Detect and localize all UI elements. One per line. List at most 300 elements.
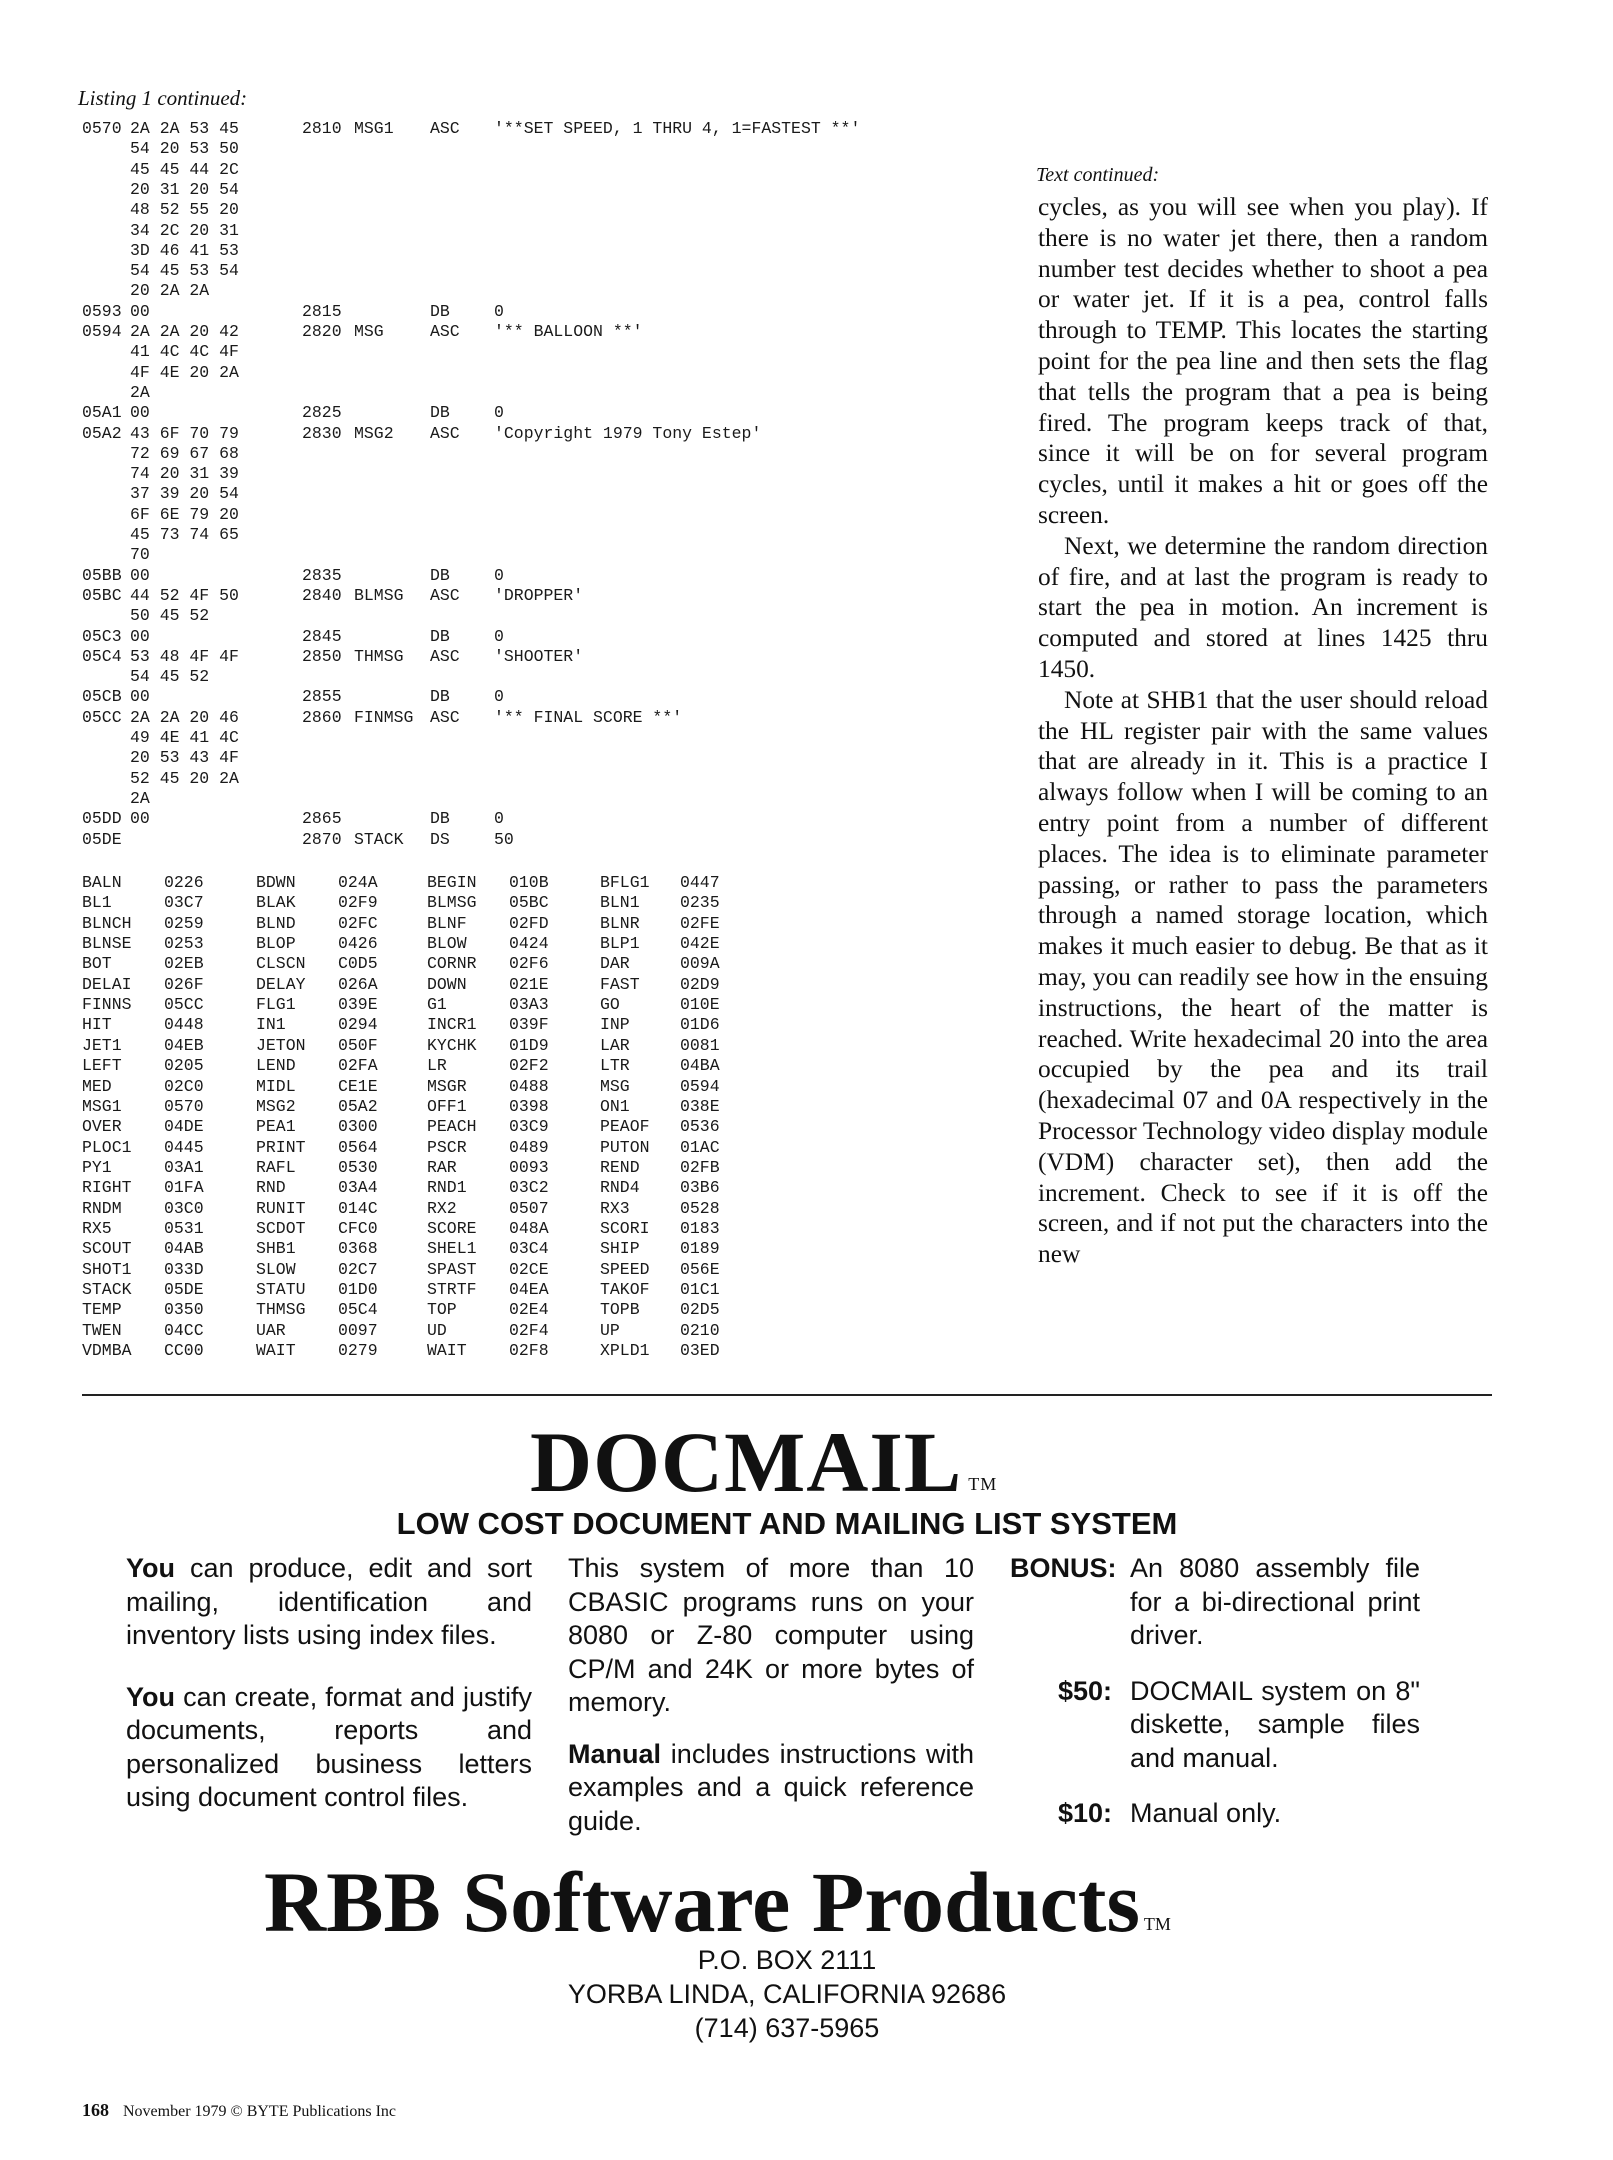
listing-hex: 3D 46 41 53 — [130, 240, 239, 260]
listing-hex: 50 45 52 — [130, 606, 210, 626]
symbol-name: BLOW — [427, 934, 467, 954]
symbol-name: STACK — [82, 1280, 132, 1299]
symbol-name: RAR — [427, 1157, 457, 1177]
symbol-name: SHOT1 — [82, 1259, 132, 1279]
symbol-address: 010E — [680, 995, 720, 1015]
ad-feature-paragraph — [126, 1552, 532, 1653]
symbol-name: PUTON — [600, 1137, 650, 1157]
symbol-name: HIT — [82, 1015, 112, 1035]
offer-label: $50: — [1058, 1675, 1113, 1706]
ad-title — [530, 1412, 997, 1512]
listing-label: MSG — [354, 322, 384, 341]
symbol-name: UAR — [256, 1320, 286, 1340]
symbol-address: 02FE — [680, 913, 720, 933]
symbol-address: 04EA — [509, 1280, 549, 1299]
ad-feature-paragraph — [126, 1681, 532, 1815]
symbol-address: 0507 — [509, 1198, 549, 1218]
symbol-name: SHEL1 — [427, 1239, 477, 1259]
listing-hex: 52 45 20 2A — [130, 768, 239, 788]
listing-hex: 44 52 4F 50 — [130, 585, 239, 605]
symbol-address: 0447 — [680, 873, 720, 892]
listing-hex: 6F 6E 79 20 — [130, 504, 239, 524]
symbol-name: PSCR — [427, 1137, 467, 1157]
ad-feature-text: can create, format and justify documents, reports and personalized business letters using document control files. — [126, 1681, 532, 1812]
symbol-address: 02EB — [164, 954, 204, 974]
ad-divider — [82, 1394, 1492, 1396]
symbol-name: MSG1 — [82, 1096, 122, 1116]
symbol-name: IN1 — [256, 1015, 286, 1035]
symbol-address: 042E — [680, 934, 720, 954]
listing-line-number: 2815 — [302, 301, 342, 321]
symbol-name: BLP1 — [600, 934, 640, 954]
symbol-name: BLND — [256, 913, 296, 933]
symbol-address: 02CE — [509, 1259, 549, 1279]
symbol-name: STATU — [256, 1280, 306, 1299]
ad-title-trademark: TM — [968, 1474, 998, 1494]
symbol-address: 05A2 — [338, 1096, 378, 1116]
listing-address: 05CB — [82, 687, 122, 707]
symbol-address: 0097 — [338, 1320, 378, 1340]
symbol-name: WAIT — [256, 1341, 296, 1361]
symbol-name: RND — [256, 1178, 286, 1198]
symbol-name: RND1 — [427, 1178, 467, 1198]
symbol-name: LR — [427, 1056, 447, 1076]
symbol-address: 048A — [509, 1218, 549, 1238]
symbol-address: 03C7 — [164, 893, 204, 913]
symbol-table — [82, 872, 762, 1362]
symbol-address: 0368 — [338, 1239, 378, 1259]
listing-operand: 0 — [494, 403, 504, 423]
offer-label: BONUS: — [1010, 1553, 1117, 1583]
symbol-address: 03A3 — [509, 995, 549, 1015]
symbol-address: 05CC — [164, 995, 204, 1015]
listing-address: 05A2 — [82, 423, 122, 443]
symbol-name: TWEN — [82, 1320, 122, 1340]
offer-text: Manual only. — [1130, 1798, 1282, 1828]
listing-hex: 54 45 52 — [130, 667, 210, 687]
address-city: YORBA LINDA, CALIFORNIA 92686 — [567, 1979, 1007, 2009]
symbol-address: C0D5 — [338, 954, 378, 974]
listing-address: 05A1 — [82, 403, 122, 423]
listing-opcode: ASC — [430, 646, 460, 666]
symbol-name: SCORI — [600, 1218, 650, 1238]
symbol-address: 03C9 — [509, 1117, 549, 1137]
symbol-name: SPAST — [427, 1259, 477, 1279]
listing-line-number: 2825 — [302, 403, 342, 423]
listing-line-number: 2835 — [302, 565, 342, 585]
symbol-address: CE1E — [338, 1076, 378, 1096]
listing-operand: 0 — [494, 626, 504, 646]
listing-hex: 2A 2A 20 46 — [130, 707, 239, 727]
symbol-address: 01D0 — [338, 1280, 378, 1299]
symbol-address: 03C2 — [509, 1178, 549, 1198]
symbol-address: 0279 — [338, 1341, 378, 1361]
listing-opcode: ASC — [430, 322, 460, 341]
symbol-name: DOWN — [427, 974, 467, 994]
symbol-name: JET1 — [82, 1035, 122, 1055]
symbol-name: GO — [600, 995, 620, 1015]
symbol-address: 0445 — [164, 1137, 204, 1157]
listing-line-number: 2870 — [302, 829, 342, 849]
symbol-address: 0259 — [164, 913, 204, 933]
listing-line-number: 2810 — [302, 119, 342, 138]
ad-manual-text: includes instructions with examples and a quick reference guide. — [568, 1738, 974, 1836]
symbol-address: 0488 — [509, 1076, 549, 1096]
symbol-name: MSGR — [427, 1076, 467, 1096]
listing-hex: 2A — [130, 788, 150, 808]
symbol-address: 02D9 — [680, 974, 720, 994]
symbol-name: LEFT — [82, 1056, 122, 1076]
ad-manual-paragraph — [568, 1738, 974, 1839]
ad-subtitle: LOW COST DOCUMENT AND MAILING LIST SYSTEM — [396, 1506, 1178, 1541]
listing-hex: 72 69 67 68 — [130, 443, 239, 463]
symbol-address: 014C — [338, 1198, 378, 1218]
program-listing — [82, 118, 982, 853]
listing-hex: 54 45 53 54 — [130, 261, 239, 281]
symbol-address: 02F9 — [338, 893, 378, 913]
symbol-name: PEAOF — [600, 1117, 650, 1137]
symbol-address: 0189 — [680, 1239, 720, 1259]
symbol-name: FINNS — [82, 995, 132, 1015]
symbol-address: 050F — [338, 1035, 378, 1055]
listing-hex: 00 — [130, 626, 150, 646]
listing-operand: 0 — [494, 809, 504, 829]
symbol-address: 0448 — [164, 1015, 204, 1035]
listing-address: 05C3 — [82, 626, 122, 646]
company-name-text: RBB Software Products — [264, 1854, 1140, 1950]
listing-operand: '** FINAL SCORE **' — [494, 707, 683, 727]
symbol-address: 05BC — [509, 893, 549, 913]
symbol-name: RND4 — [600, 1178, 640, 1198]
symbol-address: 009A — [680, 954, 720, 974]
symbol-name: JETON — [256, 1035, 306, 1055]
listing-line-number: 2820 — [302, 322, 342, 341]
symbol-address: 01AC — [680, 1137, 720, 1157]
symbol-address: 026A — [338, 974, 378, 994]
listing-hex: 34 2C 20 31 — [130, 220, 239, 240]
symbol-address: 02FB — [680, 1157, 720, 1177]
symbol-name: PEACH — [427, 1117, 477, 1137]
symbol-name: WAIT — [427, 1341, 467, 1361]
ad-column-features — [126, 1552, 532, 1815]
symbol-name: BLNR — [600, 913, 640, 933]
listing-label: MSG1 — [354, 119, 394, 138]
listing-opcode: ASC — [430, 119, 460, 138]
symbol-address: 0531 — [164, 1218, 204, 1238]
symbol-name: TOPB — [600, 1300, 640, 1320]
listing-hex: 49 4E 41 4C — [130, 728, 239, 747]
symbol-address: 02C0 — [164, 1076, 204, 1096]
symbol-name: UP — [600, 1320, 620, 1340]
symbol-name: TEMP — [82, 1300, 122, 1320]
symbol-name: TAKOF — [600, 1280, 650, 1299]
ad-manual-lead: Manual — [568, 1738, 662, 1769]
symbol-address: 0426 — [338, 934, 378, 954]
symbol-name: INP — [600, 1015, 630, 1035]
listing-label: BLMSG — [354, 585, 404, 605]
listing-opcode: DB — [430, 626, 450, 646]
symbol-name: STRTF — [427, 1280, 477, 1299]
listing-hex: 00 — [130, 565, 150, 585]
symbol-name: LAR — [600, 1035, 630, 1055]
symbol-address: 0093 — [509, 1157, 549, 1177]
footer-credit: November 1979 © BYTE Publications Inc — [123, 2103, 396, 2120]
symbol-address: 0530 — [338, 1157, 378, 1177]
listing-address: 05DD — [82, 809, 122, 829]
listing-line-number: 2855 — [302, 687, 342, 707]
address-po-box: P.O. BOX 2111 — [697, 1945, 877, 1975]
symbol-name: RNDM — [82, 1198, 122, 1218]
symbol-name: LEND — [256, 1056, 296, 1076]
symbol-address: 0235 — [680, 893, 720, 913]
symbol-address: 0081 — [680, 1035, 720, 1055]
symbol-name: SCDOT — [256, 1218, 306, 1238]
listing-hex: 00 — [130, 301, 150, 321]
symbol-address: 0570 — [164, 1096, 204, 1116]
symbol-address: 03A1 — [164, 1157, 204, 1177]
ad-title-text: DOCMAIL — [530, 1414, 963, 1510]
symbol-address: 04EB — [164, 1035, 204, 1055]
symbol-address: 0183 — [680, 1218, 720, 1238]
offer-text: DOCMAIL system on 8" diskette, sample files and manual. — [1130, 1675, 1420, 1773]
symbol-address: 0210 — [680, 1320, 720, 1340]
listing-operand: '**SET SPEED, 1 THRU 4, 1=FASTEST **' — [494, 119, 861, 138]
article-paragraph: Next, we determine the random direction of fire, and at last the program is ready to start the pea in motion. An increment is computed and stored at lines 1425 thru 1450. — [1038, 531, 1488, 683]
listing-label: MSG2 — [354, 423, 394, 443]
company-name — [264, 1852, 1171, 1952]
symbol-address: 02FC — [338, 913, 378, 933]
article-text — [1038, 192, 1488, 1270]
symbol-name: THMSG — [256, 1300, 306, 1320]
symbol-name: BLNSE — [82, 934, 132, 954]
symbol-name: PY1 — [82, 1157, 112, 1177]
symbol-name: BLMSG — [427, 893, 477, 913]
symbol-address: 03A4 — [338, 1178, 378, 1198]
listing-opcode: ASC — [430, 423, 460, 443]
listing-line-number: 2860 — [302, 707, 342, 727]
listing-hex: 20 31 20 54 — [130, 179, 239, 199]
symbol-address: 02F2 — [509, 1056, 549, 1076]
symbol-name: PLOC1 — [82, 1137, 132, 1157]
symbol-address: 0564 — [338, 1137, 378, 1157]
symbol-address: 0205 — [164, 1056, 204, 1076]
symbol-address: 039E — [338, 995, 378, 1015]
symbol-name: MSG2 — [256, 1096, 296, 1116]
listing-line-number: 2840 — [302, 585, 342, 605]
symbol-address: 0294 — [338, 1015, 378, 1035]
symbol-address: 04DE — [164, 1117, 204, 1137]
symbol-name: SHB1 — [256, 1239, 296, 1259]
listing-line-number: 2830 — [302, 423, 342, 443]
listing-operand: 0 — [494, 687, 504, 707]
symbol-name: FLG1 — [256, 995, 296, 1015]
offer-bonus — [1010, 1552, 1420, 1653]
symbol-name: INCR1 — [427, 1015, 477, 1035]
symbol-address: 05DE — [164, 1280, 204, 1299]
listing-hex: 2A — [130, 382, 150, 402]
symbol-name: BLOP — [256, 934, 296, 954]
symbol-name: DELAY — [256, 974, 306, 994]
listing-operand: 'SHOOTER' — [494, 646, 584, 666]
listing-opcode: DS — [430, 829, 450, 849]
listing-address: 05DE — [82, 829, 122, 849]
symbol-address: 021E — [509, 974, 549, 994]
symbol-address: 02F8 — [509, 1341, 549, 1361]
listing-hex: 20 53 43 4F — [130, 748, 239, 768]
symbol-name: VDMBA — [82, 1341, 132, 1361]
symbol-address: 0594 — [680, 1076, 720, 1096]
symbol-address: 0424 — [509, 934, 549, 954]
listing-opcode: ASC — [430, 585, 460, 605]
ad-feature-lead: You — [126, 1553, 175, 1583]
symbol-name: RUNIT — [256, 1198, 306, 1218]
listing-hex: 4F 4E 20 2A — [130, 362, 239, 382]
ad-system-paragraph — [568, 1552, 974, 1720]
symbol-address: CFC0 — [338, 1218, 378, 1238]
ad-feature-text: can produce, edit and sort mailing, identification and inventory lists using index files. — [126, 1553, 532, 1650]
offer-text: An 8080 assembly file for a bi-directional print driver. — [1130, 1553, 1420, 1650]
symbol-name: UD — [427, 1320, 447, 1340]
symbol-address: 0350 — [164, 1300, 204, 1320]
listing-address: 05CC — [82, 707, 122, 727]
listing-hex: 53 48 4F 4F — [130, 646, 239, 666]
text-caption: Text continued: — [1036, 164, 1160, 186]
article-paragraph: cycles, as you will see when you play). If there is no water jet there, then a random number test decides whether to shoot a pea or water jet. If it is a pea, control falls through to TEMP. This locates the starting point for the pea line and then sets the flag that tells the program that a pea is being fired. The program keeps track of that, since it will be on for several program cycles, until it makes a hit or goes off the screen. — [1038, 193, 1488, 529]
listing-line-number: 2850 — [302, 646, 342, 666]
listing-operand: 'Copyright 1979 Tony Estep' — [494, 423, 762, 443]
symbol-address: 04AB — [164, 1239, 204, 1259]
listing-label: THMSG — [354, 646, 404, 666]
listing-hex: 41 4C 4C 4F — [130, 342, 239, 362]
symbol-name: LTR — [600, 1056, 630, 1076]
symbol-name: BLNCH — [82, 913, 132, 933]
listing-opcode: ASC — [430, 707, 460, 727]
symbol-name: BDWN — [256, 873, 296, 892]
company-trademark: TM — [1143, 1914, 1171, 1934]
symbol-name: BALN — [82, 873, 122, 892]
listing-opcode: DB — [430, 565, 450, 585]
listing-hex: 00 — [130, 809, 150, 829]
symbol-address: 04BA — [680, 1056, 720, 1076]
symbol-address: 0536 — [680, 1117, 720, 1137]
ad-feature-lead: You — [126, 1681, 175, 1712]
article-paragraph: Note at SHB1 that the user should reload the HL register pair with the same values that are already in it. This is a practice I always follow when I will be coming to an entry point from a number of different places. The idea is to eliminate parameter passing, or rather to pass the parameters through a named storage location, which makes it much easier to debug. Be that as it may, you can readily see how in the ensuing instructions, the heart of the matter is reached. Write hexadecimal 20 into the area occupied by the pea and its trail (hexadecimal 07 and 0A respectively in the Processor Technology video display module (VDM) character set), then add the increment. Check to see if it is off the screen, and if not put the characters into the new — [1038, 685, 1488, 1269]
listing-opcode: DB — [430, 301, 450, 321]
symbol-name: RX5 — [82, 1218, 112, 1238]
address-phone: (714) 637-5965 — [694, 2013, 880, 2043]
symbol-name: PRINT — [256, 1137, 306, 1157]
listing-hex: 70 — [130, 545, 150, 565]
symbol-address: 0226 — [164, 873, 204, 892]
listing-line-number: 2865 — [302, 809, 342, 829]
listing-address: 05C4 — [82, 646, 122, 666]
symbol-address: 039F — [509, 1015, 549, 1035]
symbol-name: BEGIN — [427, 873, 477, 892]
symbol-name: OVER — [82, 1117, 122, 1137]
symbol-address: 0489 — [509, 1137, 549, 1157]
symbol-address: 05C4 — [338, 1300, 378, 1320]
symbol-name: OFF1 — [427, 1096, 467, 1116]
offer-label: $10: — [1058, 1798, 1113, 1828]
listing-address: 05BB — [82, 565, 122, 585]
listing-label: FINMSG — [354, 707, 414, 727]
listing-opcode: DB — [430, 809, 450, 829]
symbol-address: CC00 — [164, 1341, 204, 1361]
listing-hex: 74 20 31 39 — [130, 464, 239, 484]
listing-hex: 45 45 44 2C — [130, 159, 239, 179]
symbol-address: 038E — [680, 1096, 720, 1116]
symbol-address: 03C0 — [164, 1198, 204, 1218]
symbol-name: FAST — [600, 974, 640, 994]
symbol-name: BLN1 — [600, 893, 640, 913]
symbol-name: MIDL — [256, 1076, 296, 1096]
listing-hex: 00 — [130, 403, 150, 423]
listing-hex: 45 73 74 65 — [130, 525, 239, 544]
symbol-address: 01FA — [164, 1178, 204, 1198]
listing-caption: Listing 1 continued: — [78, 86, 248, 110]
listing-line-number: 2845 — [302, 626, 342, 646]
offer-full-system — [1010, 1675, 1420, 1776]
symbol-address: 03C4 — [509, 1239, 549, 1259]
symbol-name: TOP — [427, 1300, 457, 1320]
symbol-address: 056E — [680, 1259, 720, 1279]
listing-operand: 0 — [494, 565, 504, 585]
ad-column-system — [568, 1552, 974, 1838]
listing-address: 05BC — [82, 585, 122, 605]
symbol-address: 02F6 — [509, 954, 549, 974]
symbol-name: SPEED — [600, 1259, 650, 1279]
symbol-address: 0398 — [509, 1096, 549, 1116]
symbol-name: RAFL — [256, 1157, 296, 1177]
symbol-name: BFLG1 — [600, 873, 650, 892]
listing-address: 0570 — [82, 119, 122, 138]
symbol-address: 04CC — [164, 1320, 204, 1340]
symbol-name: SCOUT — [82, 1239, 132, 1259]
symbol-name: RIGHT — [82, 1178, 132, 1198]
symbol-address: 02FA — [338, 1056, 378, 1076]
listing-operand: 50 — [494, 829, 514, 849]
symbol-name: PEA1 — [256, 1117, 296, 1137]
symbol-address: 033D — [164, 1259, 204, 1279]
symbol-name: CORNR — [427, 954, 477, 974]
listing-hex: 43 6F 70 79 — [130, 423, 239, 443]
symbol-name: RX3 — [600, 1198, 630, 1218]
symbol-name: REND — [600, 1157, 640, 1177]
symbol-name: SHIP — [600, 1239, 640, 1259]
listing-hex: 00 — [130, 687, 150, 707]
listing-hex: 20 2A 2A — [130, 281, 210, 301]
listing-operand: '** BALLOON **' — [494, 322, 643, 341]
symbol-address: 01D6 — [680, 1015, 720, 1035]
listing-hex: 37 39 20 54 — [130, 484, 239, 504]
symbol-name: SCORE — [427, 1218, 477, 1238]
symbol-address: 02FD — [509, 913, 549, 933]
symbol-name: BLAK — [256, 893, 296, 913]
symbol-address: 03ED — [680, 1341, 720, 1361]
listing-label: STACK — [354, 829, 404, 849]
page-number: 168 — [82, 2100, 109, 2120]
symbol-name: CLSCN — [256, 954, 306, 974]
offer-manual-only — [1010, 1797, 1420, 1831]
symbol-address: 0528 — [680, 1198, 720, 1218]
listing-operand: 0 — [494, 301, 504, 321]
listing-operand: 'DROPPER' — [494, 585, 584, 605]
symbol-address: 026F — [164, 974, 204, 994]
listing-address: 0594 — [82, 322, 122, 341]
listing-hex: 2A 2A 53 45 — [130, 119, 239, 138]
symbol-name: G1 — [427, 995, 447, 1015]
symbol-name: DAR — [600, 954, 630, 974]
